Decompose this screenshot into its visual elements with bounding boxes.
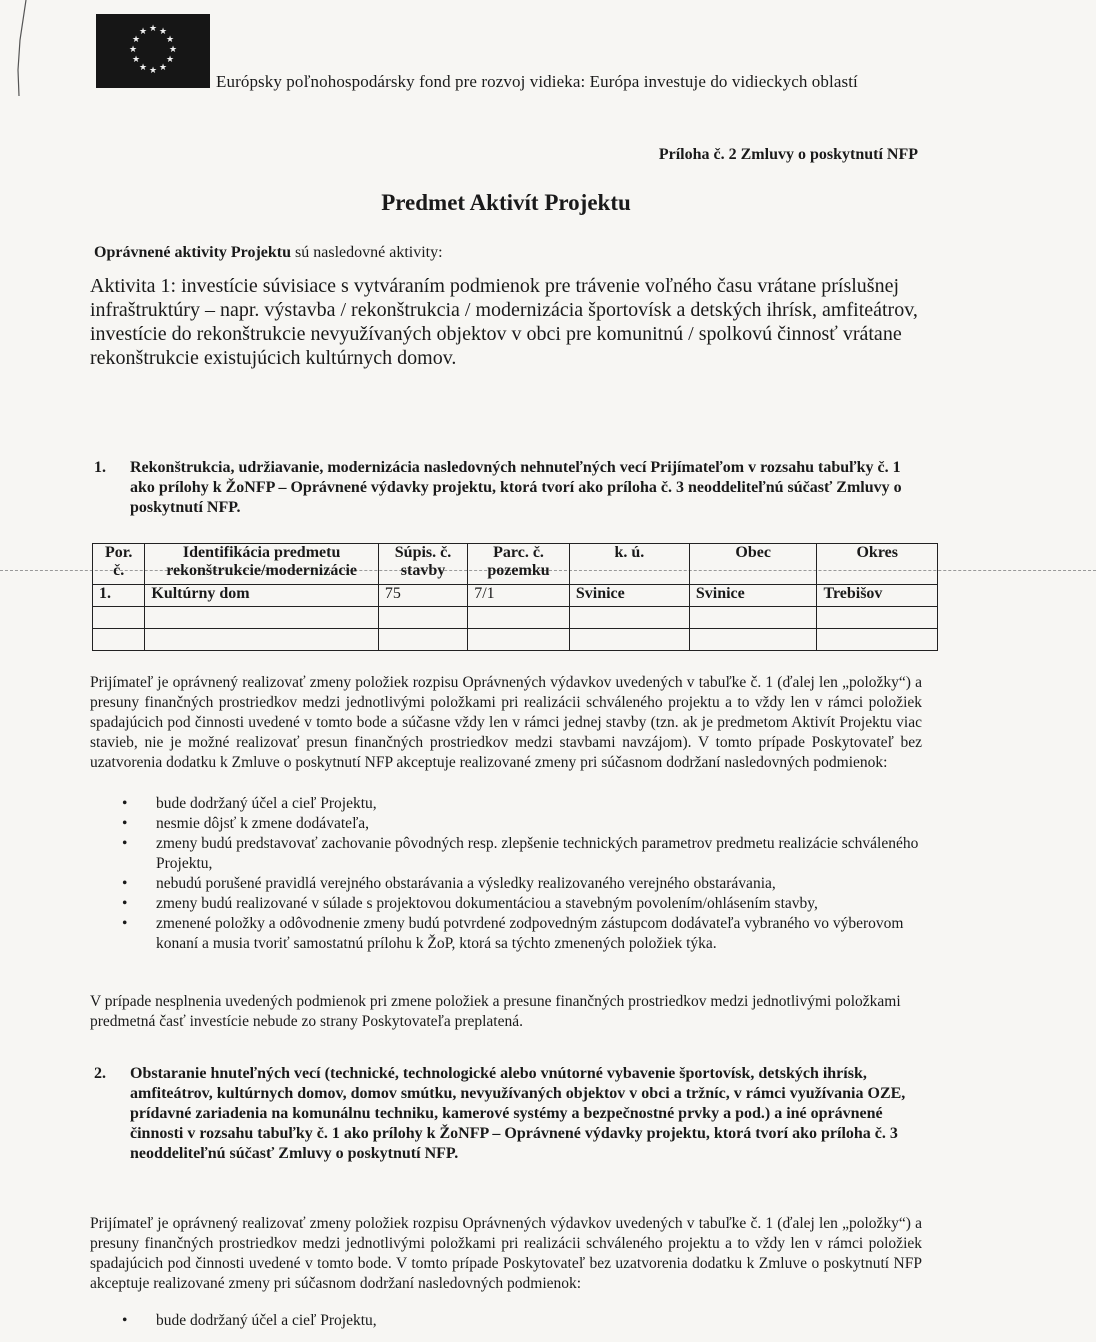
condition-text: bude dodržaný účel a cieľ Projektu, [156,1312,377,1329]
eligible-intro-rest: sú nasledovné aktivity: [291,244,443,261]
table-cell [817,629,938,651]
section-2-text: Obstaranie hnuteľných vecí (technické, technologické alebo vnútorné vybavenie športovísk, detských ihrísk, amfiteátrov, kultúrnych domov, domov smútku, nevyužívaných objektov v obci a tržníc, v rámci využívania OZE, prídavné zariadenia na komunálnu techniku, kamerové systémy a bezpečnostné prvky a pod.) a iné oprávnené činnosti v rozsahu tabuľky č. 1 ako prílohy k ŽoNFP – Oprávnené výdavky projektu, ktorá tvorí ako príloha č. 3 neoddeliteľnú súčasť Zmluvy o poskytnutí NFP. [130,1065,906,1162]
list-item [118,834,924,874]
document-title: Predmet Aktivít Projektu [381,190,631,215]
svg-text:★: ★ [165,55,175,65]
section-1-conditions [118,794,924,954]
bullet-icon: • [122,915,128,932]
table-cell [93,629,145,651]
section-1-paragraph: Prijímateľ je oprávnený realizovať zmeny položiek rozpisu Oprávnených výdavkov uvedených v tabuľke č. 1 (ďalej len „položky“) a presuny finančných prostriedkov medzi jednotlivými položkami pri realizácii schváleného projektu a to vždy len v rámci položiek spadajúcich pod činnosti uvedené v tomto bode a súčasne vždy len v rámci jednej stavby (tzn. ak je predmetom Aktivít Projektu viac stavieb, nie je možné realizovať presun finančných prostriedkov medzi stavbami navzájom). V tomto prípade Poskytovateľ bez uzatvorenia dodatku k Zmluve o poskytnutí NFP akceptuje realizované zmeny pri súčasnom dodržaní nasledovných podmienok: [90,674,922,771]
list-item [118,914,924,954]
list-item [118,1311,924,1331]
bullet-icon: • [122,895,128,912]
condition-text: zmeny budú predstavovať zachovanie pôvodných resp. zlepšenie technických parametrov predmetu realizácie schváleného Projektu, [156,835,919,872]
table-row [93,585,938,607]
table-cell: 7/1 [468,585,570,607]
col-header-identification: Identifikácia predmetu rekonštrukcie/modernizácie [145,544,378,585]
svg-text:★: ★ [148,66,158,76]
table-cell [468,607,570,629]
bullet-icon: • [122,815,128,832]
table-cell [569,629,689,651]
table-cell [689,629,817,651]
section-2-conditions [118,1311,924,1331]
condition-text: zmenené položky a odôvodnenie zmeny budú potvrdené zodpovedným zástupcom dodávateľa vybraného vo výberovom konaní a musia tvoriť samostatnú prílohu k ŽoP, ktorá sa týchto zmenených položiek týka. [156,915,904,952]
svg-text:★: ★ [138,63,148,73]
condition-text: nesmie dôjsť k zmene dodávateľa, [156,815,370,832]
table-cell [93,607,145,629]
table-cell: Trebišov [817,585,938,607]
bullet-icon: • [122,875,128,892]
table-cell [569,607,689,629]
table-cell: 1. [93,585,145,607]
condition-text: bude dodržaný účel a cieľ Projektu, [156,795,377,812]
section-1-heading [94,458,924,518]
col-header-okres: Okres [817,544,938,585]
annex-label: Príloha č. 2 Zmluvy o poskytnutí NFP [658,146,918,163]
eu-flag-logo [96,14,210,88]
condition-text: zmeny budú realizované v súlade s projektovou dokumentáciou a stavebným povolením/ohlásením stavby, [156,895,818,912]
table-cell: Kultúrny dom [145,585,378,607]
list-item [118,874,924,894]
activity-1-text: Aktivita 1: investície súvisiace s vytváraním podmienok pre trávenie voľného času vrátane príslušnej infraštruktúry – napr. výstavba / rekonštrukcia / modernizácia športovísk a detských ihrísk, amfiteátrov, investície do rekonštrukcie nevyužívaných objektov v obci pre komunitnú / spolkovú činnosť vrátane rekonštrukcie existujúcich kultúrnych domov. [90,275,918,369]
col-header-parc: Parc. č. pozemku [468,544,570,585]
col-header-obec: Obec [689,544,817,585]
bullet-icon: • [122,795,128,812]
table-header-row [93,544,938,585]
svg-text:★: ★ [131,55,141,65]
svg-text:★: ★ [158,27,168,37]
list-item [118,794,924,814]
section-1-closing: V prípade nesplnenia uvedených podmienok pri zmene položiek a presune finančných prostriedkov medzi jednotlivými položkami predmetná časť investície nebude zo strany Poskytovateľa preplatená. [90,993,901,1030]
table-cell [817,607,938,629]
svg-text:★: ★ [128,45,138,55]
section-2-number: 2. [94,1065,106,1082]
col-header-por: Por. č. [93,544,145,585]
table-cell [145,607,378,629]
table-cell: Svinice [689,585,817,607]
svg-text:★: ★ [168,45,178,55]
section-1-text: Rekonštrukcia, udržiavanie, modernizácia nasledovných nehnuteľných vecí Prijímateľom v rozsahu tabuľky č. 1 ako prílohy k ŽoNFP – Oprávnené výdavky projektu, ktorá tvorí ako príloha č. 3 neoddeliteľnú súčasť Zmluvy o poskytnutí NFP. [130,459,902,516]
table-row [93,629,938,651]
section-2-heading [94,1064,924,1164]
table-cell [378,629,467,651]
svg-text:★: ★ [158,63,168,73]
bullet-icon: • [122,835,128,852]
eligible-activities-intro [94,244,443,262]
table-cell: 75 [378,585,467,607]
list-item [118,814,924,834]
condition-text: nebudú porušené pravidlá verejného obstarávania a výsledky realizovaného verejného obstarávania, [156,875,776,892]
section-1-number: 1. [94,459,106,476]
col-header-supis: Súpis. č. stavby [378,544,467,585]
col-header-ku: k. ú. [569,544,689,585]
table-cell [145,629,378,651]
svg-text:★: ★ [165,35,175,45]
fund-line: Európsky poľnohospodársky fond pre rozvoj vidieka: Európa investuje do vidieckych oblastí [216,72,858,91]
table-cell [468,629,570,651]
eligible-intro-bold: Oprávnené aktivity Projektu [94,244,292,261]
items-table [92,543,938,651]
bullet-icon: • [122,1312,128,1329]
table-row [93,607,938,629]
section-2-paragraph: Prijímateľ je oprávnený realizovať zmeny položiek rozpisu Oprávnených výdavkov uvedených v tabuľke č. 1 (ďalej len „položky“) a presuny finančných prostriedkov medzi jednotlivými položkami pri realizácii schváleného projektu a to vždy len v rámci položiek spadajúcich pod činnosti uvedené v tomto bode. V tomto prípade Poskytovateľ bez uzatvorenia dodatku k Zmluve o poskytnutí NFP akceptuje realizované zmeny pri súčasnom dodržaní nasledovných podmienok: [90,1215,922,1292]
svg-text:★: ★ [138,27,148,37]
table-cell [689,607,817,629]
list-item [118,894,924,914]
table-cell [378,607,467,629]
margin-pen-mark [8,0,38,100]
table-cell: Svinice [569,585,689,607]
svg-text:★: ★ [131,35,141,45]
svg-text:★: ★ [148,24,158,34]
